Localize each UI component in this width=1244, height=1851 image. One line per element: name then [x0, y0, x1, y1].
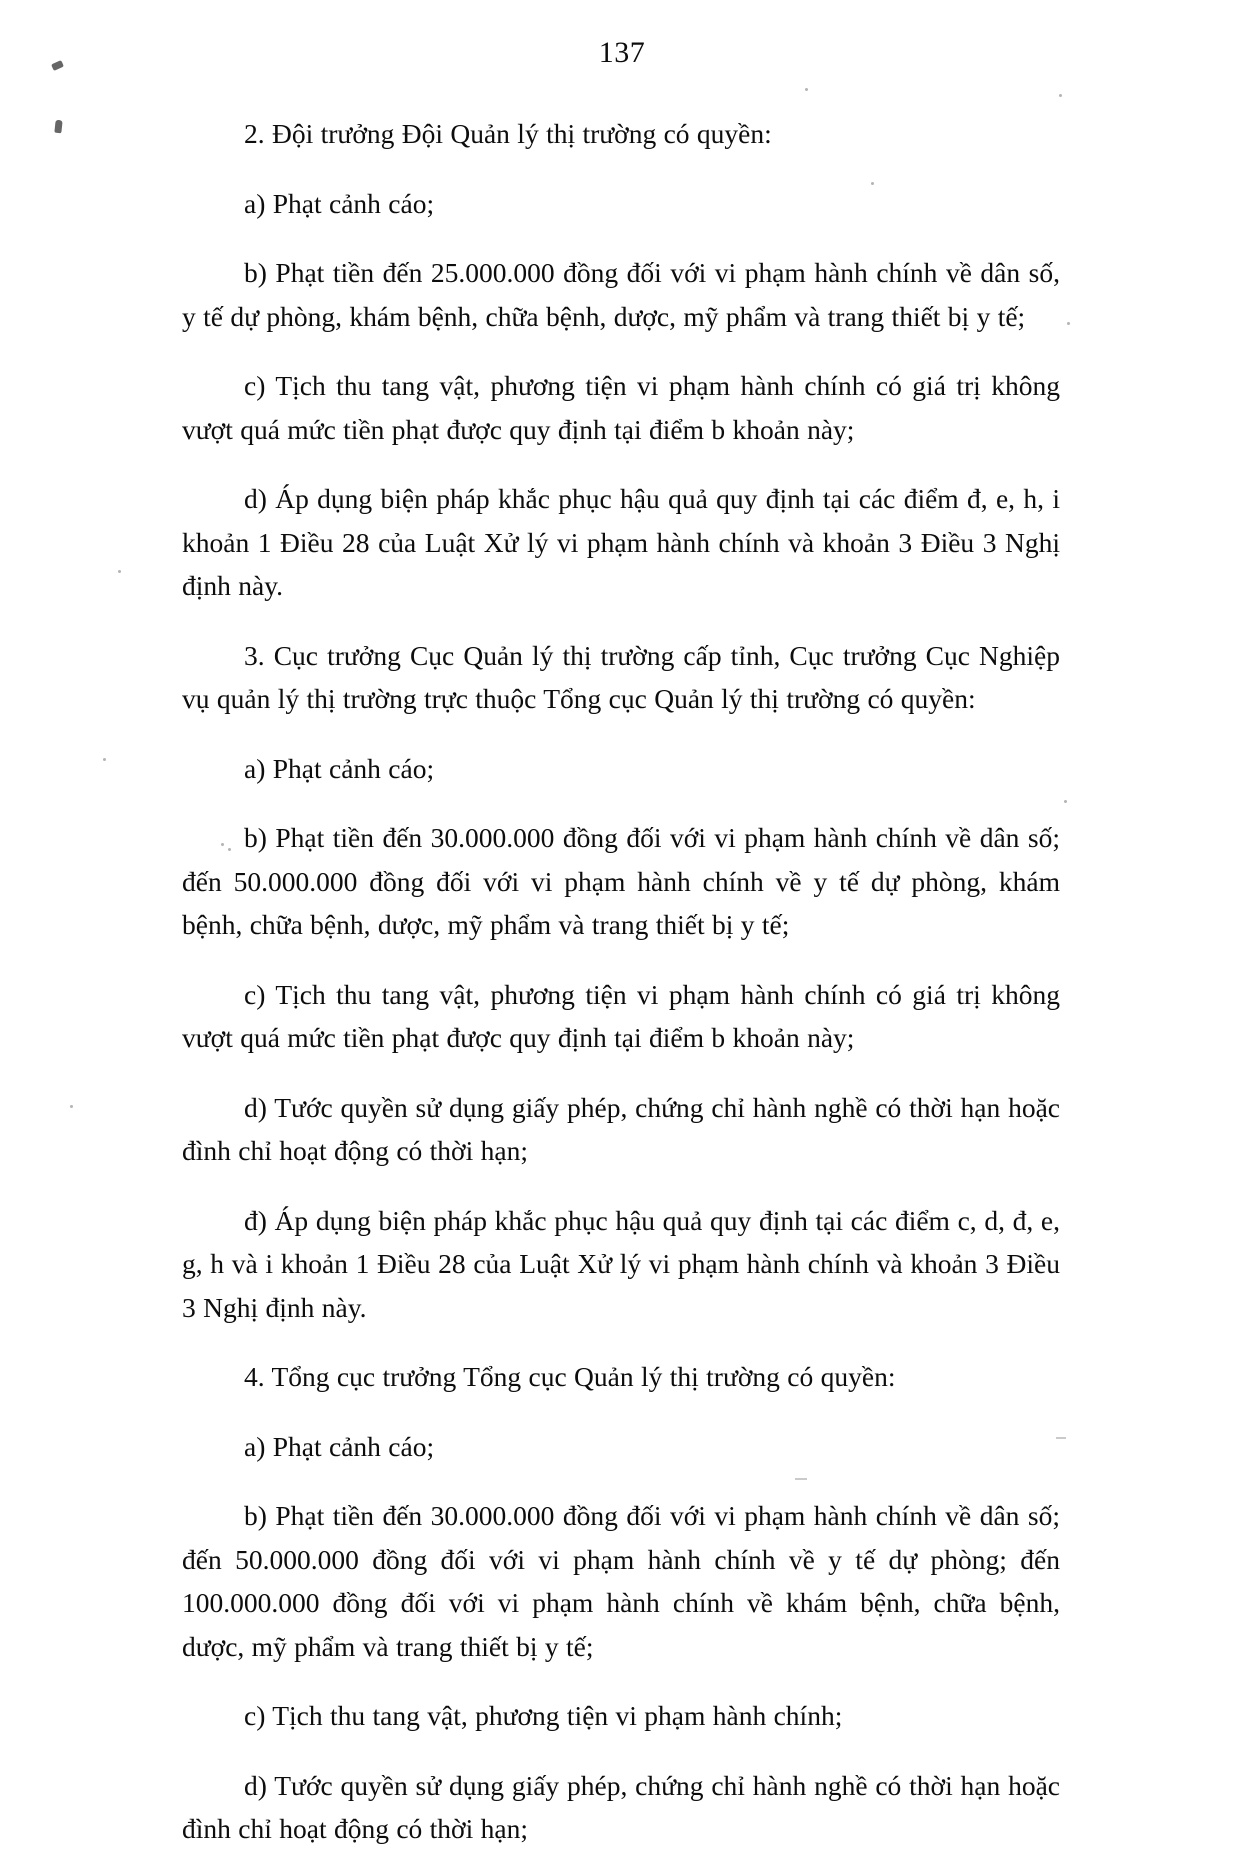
paragraph-sec-3-d: d) Tước quyền sử dụng giấy phép, chứng chỉ hành nghề có thời hạn hoặc đình chỉ hoạt động có thời hạn;: [182, 1091, 1060, 1166]
paragraph-sec-2-b: b) Phạt tiền đến 25.000.000 đồng đối với vi phạm hành chính về dân số, y tế dự phòng, khám bệnh, chữa bệnh, dược, mỹ phẩm và trang thiết bị y tế;: [182, 257, 1060, 332]
scan-speck: [805, 88, 808, 91]
scan-speck: [1059, 94, 1062, 97]
paragraph-sec-3-c: c) Tịch thu tang vật, phương tiện vi phạm hành chính có giá trị không vượt quá mức tiền phạt được quy định tại điểm b khoản này;: [182, 978, 1060, 1053]
scan-speck: [1067, 322, 1070, 325]
scan-speck: [103, 758, 106, 761]
paragraph-sec-4-heading: 4. Tổng cục trưởng Tổng cục Quản lý thị trường có quyền:: [244, 1361, 896, 1392]
document-body: [182, 112, 1060, 1851]
paragraph-sec-3-heading: 3. Cục trưởng Cục Quản lý thị trường cấp tỉnh, Cục trưởng Cục Nghiệp vụ quản lý thị trường trực thuộc Tổng cục Quản lý thị trường có quyền:: [182, 639, 1060, 714]
page-number: 137: [598, 36, 646, 69]
paragraph-sec-4-b: b) Phạt tiền đến 30.000.000 đồng đối với vi phạm hành chính về dân số; đến 50.000.000 đồng đối với vi phạm hành chính về y tế dự phòng; đến 100.000.000 đồng đối với vi phạm hành chính về khám bệnh, chữa bệnh, dược, mỹ phẩm và trang thiết bị y tế;: [182, 1500, 1060, 1662]
paragraph-sec-4-a: a) Phạt cảnh cáo;: [244, 1430, 435, 1462]
paragraph-sec-3-b: b) Phạt tiền đến 30.000.000 đồng đối với vi phạm hành chính về dân số; đến 50.000.000 đồng đối với vi phạm hành chính về y tế dự phòng, khám bệnh, chữa bệnh, dược, mỹ phẩm và trang thiết bị y tế;: [182, 822, 1060, 940]
paragraph-sec-2-heading: 2. Đội trưởng Đội Quản lý thị trường có quyền:: [244, 118, 772, 149]
paragraph-sec-2-d: d) Áp dụng biện pháp khắc phục hậu quả quy định tại các điểm đ, e, h, i khoản 1 Điều 28 của Luật Xử lý vi phạm hành chính và khoản 3 Điều 3 Nghị định này.: [182, 483, 1060, 601]
paragraph-sec-3-a: a) Phạt cảnh cáo;: [244, 752, 435, 784]
paragraph-sec-2-a: a) Phạt cảnh cáo;: [244, 187, 435, 219]
paragraph-sec-4-d: d) Tước quyền sử dụng giấy phép, chứng chỉ hành nghề có thời hạn hoặc đình chỉ hoạt động có thời hạn;: [182, 1769, 1060, 1844]
scan-speck: [1064, 800, 1067, 803]
paragraph-sec-4-c: c) Tịch thu tang vật, phương tiện vi phạm hành chính;: [244, 1700, 843, 1731]
paragraph-sec-3-dd: đ) Áp dụng biện pháp khắc phục hậu quả quy định tại các điểm c, d, đ, e, g, h và i khoản 1 Điều 28 của Luật Xử lý vi phạm hành chính và khoản 3 Điều 3 Nghị định này.: [182, 1204, 1060, 1323]
scan-speck: [118, 570, 121, 573]
scan-artifact-mark: [54, 120, 62, 134]
paragraph-sec-2-c: c) Tịch thu tang vật, phương tiện vi phạm hành chính có giá trị không vượt quá mức tiền phạt được quy định tại điểm b khoản này;: [182, 370, 1060, 445]
scan-speck: [70, 1105, 73, 1108]
